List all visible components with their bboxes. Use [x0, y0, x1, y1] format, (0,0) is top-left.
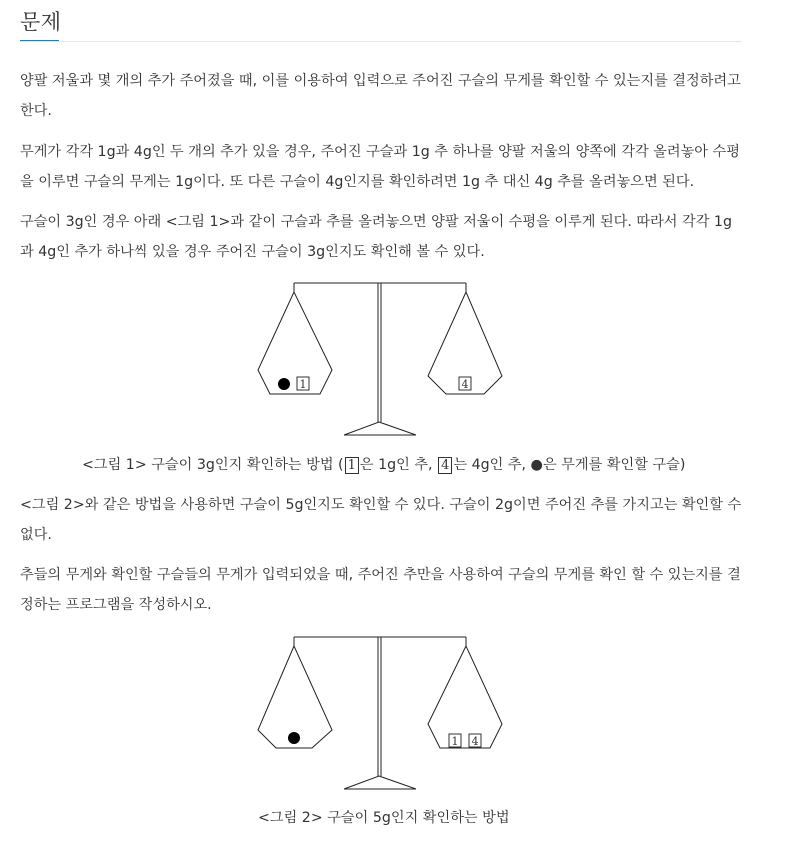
weight-label: 4: [471, 735, 479, 748]
paragraph-5: 추들의 무게와 확인할 구슬들의 무게가 입력되었을 때, 주어진 추만을 사용하여 구슬의 무게를 확인 할 수 있는지를 결정하는 프로그램을 작성하시오.: [20, 567, 741, 613]
weight-label: 1: [299, 378, 307, 391]
figure-1-balance: [250, 278, 510, 440]
paragraph-2: 무게가 각각 1g과 4g인 두 개의 추가 있을 경우, 주어진 구슬과 1g 추 하나를 양팔 저울의 양쪽에 각각 올려놓아 수평을 이루면 구슬의 무게는 1g이다. 또 다른 구슬이 4g인지를 확인하려면 1g 추 대신 4g 추를 올려놓으면 된다.: [20, 144, 740, 190]
figure-1-caption: [82, 455, 685, 475]
heading-divider: [20, 41, 742, 42]
marble-icon: [278, 378, 290, 390]
caption-text: 은 1g인 추,: [359, 457, 438, 473]
paragraph-1: 양팔 저울과 몇 개의 추가 주어졌을 때, 이를 이용하여 입력으로 주어진 구슬의 무게를 확인할 수 있는지를 결정하려고 한다.: [20, 73, 741, 119]
figure-2-balance: [250, 632, 510, 794]
marble-dot-icon: ●: [530, 457, 543, 473]
weight-4-box: 4: [438, 457, 452, 474]
caption-text: 은 무게를 확인할 구슬): [542, 457, 686, 473]
paragraph-3: 구슬이 3g인 경우 아래 <그림 1>과 같이 구슬과 추를 올려놓으면 양팔 저울이 수평을 이루게 된다. 따라서 각각 1g과 4g인 추가 하나씩 있을 경우 주어진 구슬이 3g인지도 확인해 볼 수 있다.: [20, 214, 732, 260]
caption-text: 는 4g인 추,: [453, 457, 531, 473]
figure-2-caption: <그림 2> 구슬이 5g인지 확인하는 방법: [258, 810, 510, 826]
section-heading: 문제: [20, 10, 62, 34]
paragraph-4: <그림 2>와 같은 방법을 사용하면 구슬이 5g인지도 확인할 수 있다. 구슬이 2g이면 주어진 추를 가지고는 확인할 수 없다.: [20, 497, 742, 543]
weight-label: 1: [451, 735, 459, 748]
caption-text: <그림 1> 구슬이 3g인지 확인하는 방법 (: [82, 457, 344, 473]
weight-label: 4: [461, 378, 469, 391]
marble-icon: [288, 732, 300, 744]
weight-1-box: 1: [345, 457, 359, 474]
